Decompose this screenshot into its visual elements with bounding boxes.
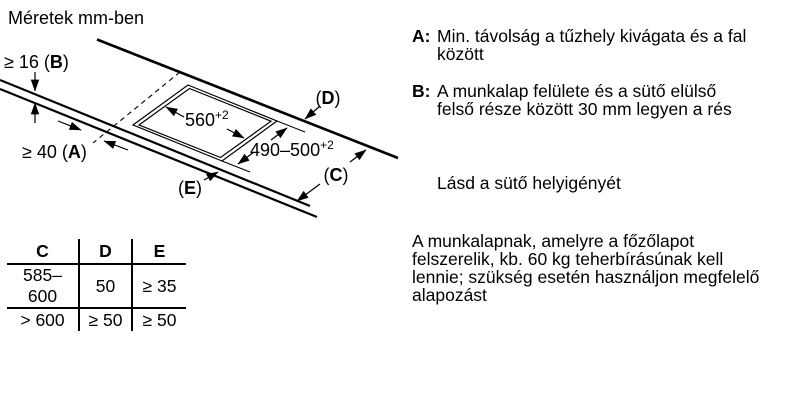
dim-a-label: ≥ 40 (A) bbox=[22, 142, 87, 162]
dim-490-label: $490-500^{+2}$ bbox=[250, 138, 334, 160]
extension-line-bottom bbox=[222, 161, 250, 172]
page-title: Méretek mm-ben bbox=[8, 8, 145, 28]
table-header-row bbox=[7, 239, 186, 264]
label-c: (C) bbox=[323, 165, 349, 185]
extension-line-top bbox=[277, 121, 305, 132]
note-load-capacity bbox=[412, 232, 759, 304]
label-e: (E) bbox=[177, 178, 203, 198]
dim-b-label: ≥ 16 (B) bbox=[4, 52, 69, 72]
dim-560-left-arrow bbox=[166, 107, 184, 117]
worktop-installation-diagram bbox=[0, 0, 410, 235]
note-load-line3: lennie; szükség esetén használjon megfelelő bbox=[412, 267, 760, 287]
cell-e1: ≥ 35 bbox=[132, 264, 186, 308]
dim-c-upper-arrow bbox=[350, 150, 366, 162]
cell-d2: ≥ 50 bbox=[79, 308, 132, 331]
table-header-d: D bbox=[79, 239, 132, 264]
note-load-line4: alapozást bbox=[412, 285, 487, 305]
dim-c-lower-arrow bbox=[297, 184, 320, 201]
dimension-table bbox=[7, 239, 186, 331]
cell-c2: > 600 bbox=[20, 309, 65, 330]
note-a-line2: között bbox=[437, 44, 484, 64]
cell-d1: 50 bbox=[79, 264, 132, 308]
table-header-e: E bbox=[132, 239, 186, 264]
dim-490-upper-arrow bbox=[271, 128, 287, 140]
note-see-oven: Lásd a sütő helyigényét bbox=[437, 173, 621, 193]
note-a-line1: Min. távolság a tűzhely kivágata és a fal bbox=[437, 26, 747, 46]
dim-a-right-arrow bbox=[104, 141, 128, 150]
label-d: (D) bbox=[315, 88, 341, 108]
worktop-rear-edge-line bbox=[97, 40, 398, 159]
note-a bbox=[412, 27, 746, 63]
note-b bbox=[412, 82, 732, 118]
table-header-c: C bbox=[7, 239, 79, 264]
cell-c1: 585–600 bbox=[7, 264, 79, 308]
dim-a-left-arrow bbox=[58, 121, 81, 130]
note-b-line2: felső része között 30 mm legyen a rés bbox=[437, 99, 732, 119]
note-load-line1: A munkalapnak, amelyre a főzőlapot bbox=[412, 231, 695, 251]
cell-e2: ≥ 50 bbox=[132, 308, 186, 331]
note-load-line2: felszerelik, kb. 60 kg teherbírásúnak kell bbox=[412, 249, 724, 269]
table-row bbox=[7, 264, 186, 308]
dim-560-label: $560^{+2}$ bbox=[185, 108, 229, 130]
table-row bbox=[7, 308, 186, 331]
dim-560-right-arrow bbox=[227, 129, 244, 138]
note-a-label: A: bbox=[412, 26, 431, 46]
note-b-label: B: bbox=[412, 81, 431, 101]
note-b-line1: A munkalap felülete és a sütő elülső bbox=[437, 81, 717, 101]
